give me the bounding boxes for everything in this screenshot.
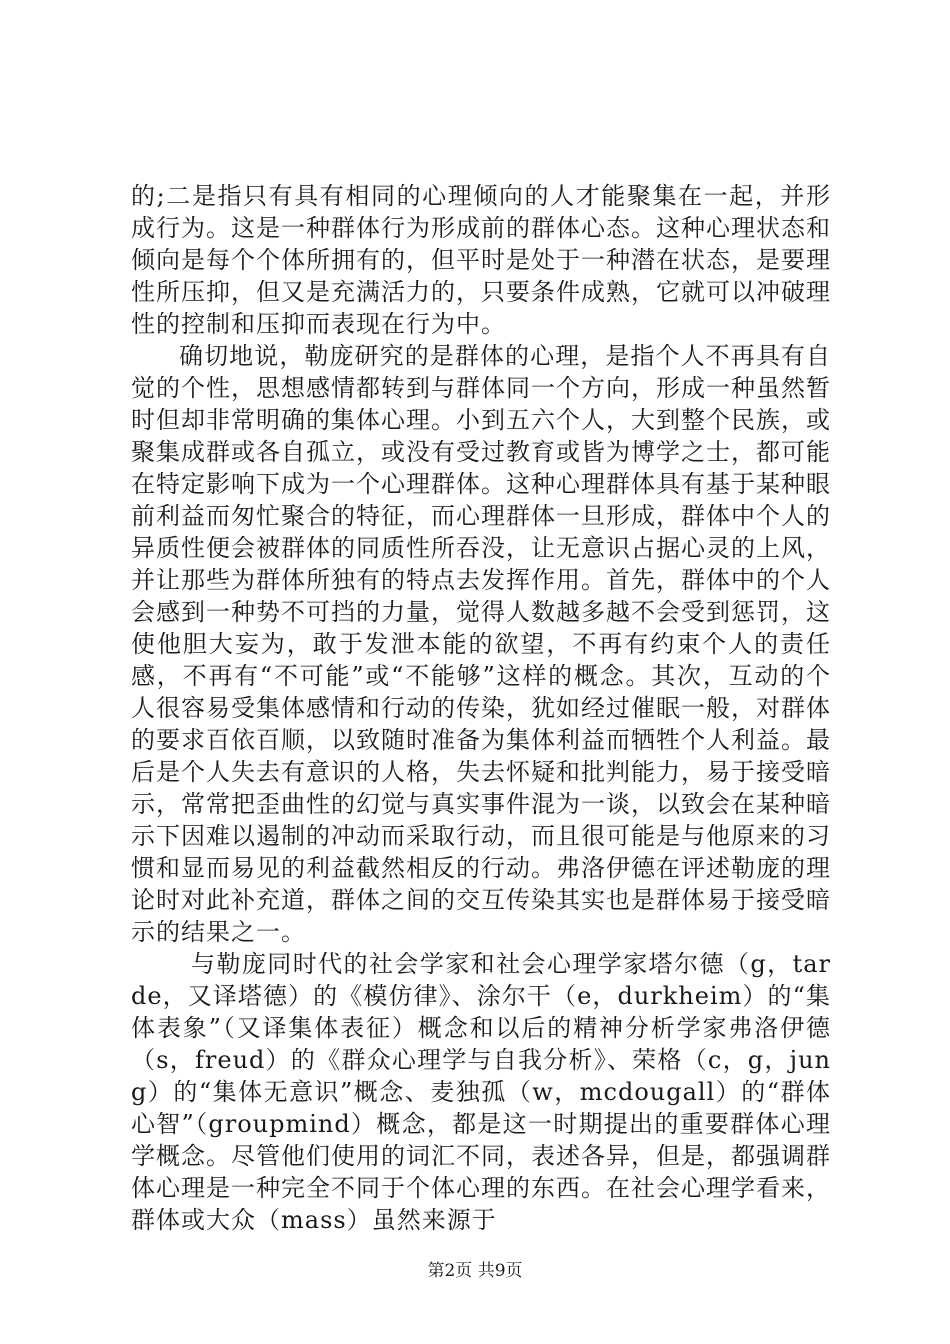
paragraph-1: 的;二是指只有具有相同的心理倾向的人才能聚集在一起，并形成行为。这是一种群体行为形成前的群体心态。这种心理状态和倾向是每个个体所拥有的，但平时是处于一种潜在状态，是要理性所压抑，但又是充满活力的，只要条件成熟，它就可以冲破理性的控制和压抑而表现在行为中。 bbox=[131, 182, 831, 338]
body-text bbox=[131, 180, 831, 1236]
paragraph-3: 与勒庞同时代的社会学家和社会心理学家塔尔德（g，tarde，又译塔德）的《模仿律》、涂尔干（e，durkheim）的“集体表象”（又译集体表征）概念和以后的精神分析学家弗洛伊德（s，freud）的《群众心理学与自我分析》、荣格（c，g，jung）的“集体无意识”概念、麦独孤（w，mcdougall）的“群体心智”（groupmind）概念，都是这一时期提出的重要群体心理学概念。尽管他们使用的词汇不同，表述各异，但是，都强调群体心理是一种完全不同于个体心理的东西。在社会心理学看来，群体或大众（mass）虽然来源于 bbox=[131, 950, 831, 1234]
page-footer: 第2页 共9页 bbox=[427, 1261, 523, 1281]
paragraph-2: 确切地说，勒庞研究的是群体的心理，是指个人不再具有自觉的个性，思想感情都转到与群体同一个方向，形成一种虽然暂时但却非常明确的集体心理。小到五六个人，大到整个民族，或聚集成群或各自孤立，或没有受过教育或皆为博学之士，都可能在特定影响下成为一个心理群体。这种心理群体具有基于某种眼前利益而匆忙聚合的特征，而心理群体一旦形成，群体中个人的异质性便会被群体的同质性所吞没，让无意识占据心灵的上风，并让那些为群体所独有的特点去发挥作用。首先，群体中的个人会感到一种势不可挡的力量，觉得人数越多越不会受到惩罚，这使他胆大妄为，敢于发泄本能的欲望，不再有约束个人的责任感，不再有“不可能”或“不能够”这样的概念。其次，互动的个人很容易受集体感情和行动的传染，犹如经过催眠一般，对群体的要求百依百顺，以致随时准备为集体利益而牺牲个人利益。最后是个人失去有意识的人格，失去怀疑和批判能力，易于接受暗示，常常把歪曲性的幻觉与真实事件混为一谈，以致会在某种暗示下因难以遏制的冲动而采取行动，而且很可能是与他原来的习惯和显而易见的利益截然相反的行动。弗洛伊德在评述勒庞的理论时对此补充道，群体之间的交互传染其实也是群体易于接受暗示的结果之一。 bbox=[131, 342, 831, 946]
